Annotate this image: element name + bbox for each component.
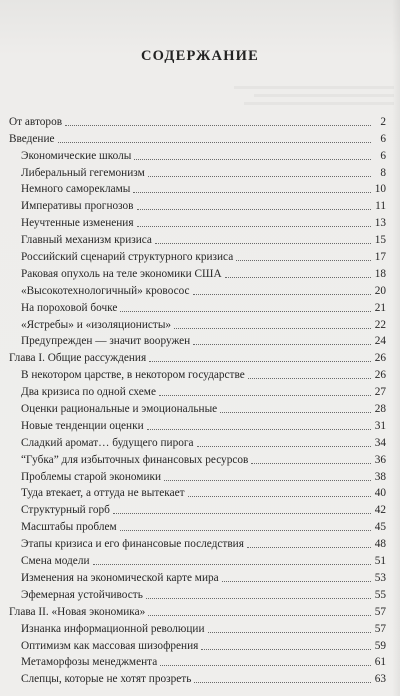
dot-leader <box>148 615 371 616</box>
dot-leader <box>148 176 371 177</box>
toc-section-entry <box>9 585 386 602</box>
toc-page-number: 27 <box>374 386 386 399</box>
toc-page-number: 15 <box>374 234 386 247</box>
toc-section-entry <box>9 180 386 197</box>
toc-section-entry <box>9 433 386 450</box>
toc-page-number: 57 <box>374 622 386 635</box>
toc-page-number: 34 <box>374 436 386 449</box>
dot-leader <box>194 682 371 683</box>
toc-section-entry <box>9 146 386 163</box>
toc-entry-title: Глава I. Общие рассуждения <box>9 352 147 365</box>
dot-leader <box>208 632 372 633</box>
toc-entry-title: На пороховой бочке <box>21 301 118 314</box>
toc-entry-title: Новые тенденции оценки <box>21 419 144 432</box>
dot-leader <box>220 412 371 413</box>
toc-entry-title: Сладкий аромат… будущего пирога <box>21 436 194 449</box>
dot-leader <box>248 378 371 379</box>
toc-page-number: 17 <box>374 251 386 264</box>
toc-entry-title: Метаморфозы менеджмента <box>21 656 158 669</box>
toc-page-number: 31 <box>374 419 386 432</box>
toc-entry-title: Изнанка информационной революции <box>21 622 205 635</box>
dot-leader <box>120 311 371 312</box>
toc-entry-title: Российский сценарий структурного кризиса <box>21 251 234 264</box>
toc-page-number: 36 <box>374 453 386 466</box>
table-of-contents <box>9 112 386 686</box>
toc-section-entry <box>9 484 386 501</box>
toc-entry-title: Этапы кризиса и его финансовые последствия <box>21 538 244 551</box>
toc-section-entry <box>9 332 386 349</box>
toc-section-entry <box>9 264 386 281</box>
dot-leader <box>58 142 371 143</box>
dot-leader <box>113 513 371 514</box>
toc-page-number: 2 <box>380 115 386 128</box>
toc-entry-title: Масштабы проблем <box>21 521 117 534</box>
toc-section-entry <box>9 196 386 213</box>
toc-entry-title: Слепцы, которые не хотят прозреть <box>21 673 192 686</box>
toc-entry-title: Глава II. «Новая экономика» <box>9 605 146 618</box>
toc-entry-title: В некотором царстве, в некотором государстве <box>21 369 245 382</box>
toc-entry-title: “Губка” для избыточных финансовых ресурсов <box>21 453 249 466</box>
dot-leader <box>134 159 371 160</box>
toc-page-number: 38 <box>374 470 386 483</box>
toc-entry-title: Оптимизм как массовая шизофрения <box>21 639 199 652</box>
toc-page-number: 13 <box>374 217 386 230</box>
toc-section-entry <box>9 315 386 332</box>
toc-section-entry <box>9 551 386 568</box>
toc-entry-title: Введение <box>9 132 55 145</box>
toc-page-number: 53 <box>374 571 386 584</box>
toc-page-number: 6 <box>380 149 386 162</box>
dot-leader <box>193 294 371 295</box>
dot-leader <box>197 446 371 447</box>
toc-page-number: 59 <box>374 639 386 652</box>
toc-section-entry <box>9 619 386 636</box>
dot-leader <box>146 598 371 599</box>
toc-chapter-entry <box>9 348 386 365</box>
dot-leader <box>93 564 372 565</box>
toc-entry-title: Оценки рациональные и эмоциональные <box>21 403 218 416</box>
dot-leader <box>193 344 371 345</box>
toc-page-number: 45 <box>374 521 386 534</box>
toc-entry-title: Раковая опухоль на теле экономики США <box>21 267 222 280</box>
toc-section-entry <box>9 247 386 264</box>
toc-page-number: 40 <box>374 487 386 500</box>
dot-leader <box>160 665 371 666</box>
toc-page-number: 28 <box>374 403 386 416</box>
toc-section-entry <box>9 298 386 315</box>
dot-leader <box>251 463 371 464</box>
dot-leader <box>149 361 371 362</box>
toc-section-entry <box>9 382 386 399</box>
toc-entry-title: Императивы прогнозов <box>21 200 134 213</box>
toc-section-entry <box>9 365 386 382</box>
toc-section-entry <box>9 230 386 247</box>
toc-page-number: 21 <box>374 301 386 314</box>
dot-leader <box>222 581 371 582</box>
toc-page-number: 48 <box>374 538 386 551</box>
toc-entry-title: «Ястребы» и «изоляционисты» <box>21 318 172 331</box>
toc-page-number: 42 <box>374 504 386 517</box>
toc-section-entry <box>9 399 386 416</box>
page-edge-shadow <box>392 0 400 696</box>
toc-page-number: 55 <box>374 588 386 601</box>
toc-section-entry <box>9 213 386 230</box>
dot-leader <box>188 496 371 497</box>
toc-entry-title: Проблемы старой экономики <box>21 470 162 483</box>
toc-entry-title: Два кризиса по одной схеме <box>21 386 156 399</box>
toc-section-entry <box>9 636 386 653</box>
toc-entry-title: Неучтенные изменения <box>21 217 134 230</box>
toc-entry-title: Немного саморекламы <box>21 183 131 196</box>
dot-leader <box>147 429 371 430</box>
toc-page-number: 26 <box>374 369 386 382</box>
bleed-through-text <box>234 86 394 89</box>
toc-page-number: 8 <box>380 166 386 179</box>
toc-page-number: 6 <box>380 132 386 145</box>
toc-page-number: 24 <box>374 335 386 348</box>
toc-page-number: 63 <box>374 673 386 686</box>
page-title: СОДЕРЖАНИЕ <box>140 48 260 64</box>
dot-leader <box>120 530 371 531</box>
toc-entry-title: Структурный горб <box>21 504 110 517</box>
dot-leader <box>159 395 371 396</box>
bleed-through-text <box>244 102 394 105</box>
dot-leader <box>133 192 371 193</box>
toc-page-number: 51 <box>374 555 386 568</box>
dot-leader <box>201 649 371 650</box>
toc-entry-title: Эфемерная устойчивость <box>21 588 143 601</box>
dot-leader <box>65 125 371 126</box>
dot-leader <box>137 226 371 227</box>
toc-section-entry <box>9 163 386 180</box>
toc-page-number: 26 <box>374 352 386 365</box>
toc-section-entry <box>9 500 386 517</box>
toc-chapter-entry <box>9 129 386 146</box>
toc-entry-title: Изменения на экономической карте мира <box>21 571 219 584</box>
toc-page-number: 22 <box>374 318 386 331</box>
toc-section-entry <box>9 669 386 686</box>
toc-page-number: 20 <box>374 284 386 297</box>
toc-section-entry <box>9 416 386 433</box>
toc-chapter-entry <box>9 112 386 129</box>
toc-page-number: 18 <box>374 267 386 280</box>
toc-section-entry <box>9 450 386 467</box>
bleed-through-text <box>254 94 394 97</box>
toc-section-entry <box>9 534 386 551</box>
toc-entry-title: Туда втекает, а оттуда не вытекает <box>21 487 185 500</box>
toc-entry-title: Либеральный гегемонизм <box>21 166 145 179</box>
dot-leader <box>174 328 371 329</box>
toc-page-number: 57 <box>374 605 386 618</box>
toc-section-entry <box>9 281 386 298</box>
dot-leader <box>155 243 371 244</box>
toc-entry-title: «Высокотехнологичный» кровосос <box>21 284 190 297</box>
toc-section-entry <box>9 568 386 585</box>
toc-entry-title: Смена модели <box>21 555 90 568</box>
toc-entry-title: Экономические школы <box>21 149 132 162</box>
dot-leader <box>236 260 371 261</box>
dot-leader <box>164 480 371 481</box>
toc-entry-title: Главный механизм кризиса <box>21 234 152 247</box>
toc-entry-title: Предупрежден — значит вооружен <box>21 335 191 348</box>
toc-entry-title: От авторов <box>9 115 63 128</box>
toc-page-number: 11 <box>375 200 386 213</box>
toc-chapter-entry <box>9 602 386 619</box>
toc-section-entry <box>9 467 386 484</box>
dot-leader <box>137 209 371 210</box>
toc-page-number: 61 <box>374 656 386 669</box>
toc-page-number: 10 <box>374 183 386 196</box>
dot-leader <box>247 547 371 548</box>
dot-leader <box>225 277 371 278</box>
toc-section-entry <box>9 653 386 670</box>
toc-section-entry <box>9 517 386 534</box>
